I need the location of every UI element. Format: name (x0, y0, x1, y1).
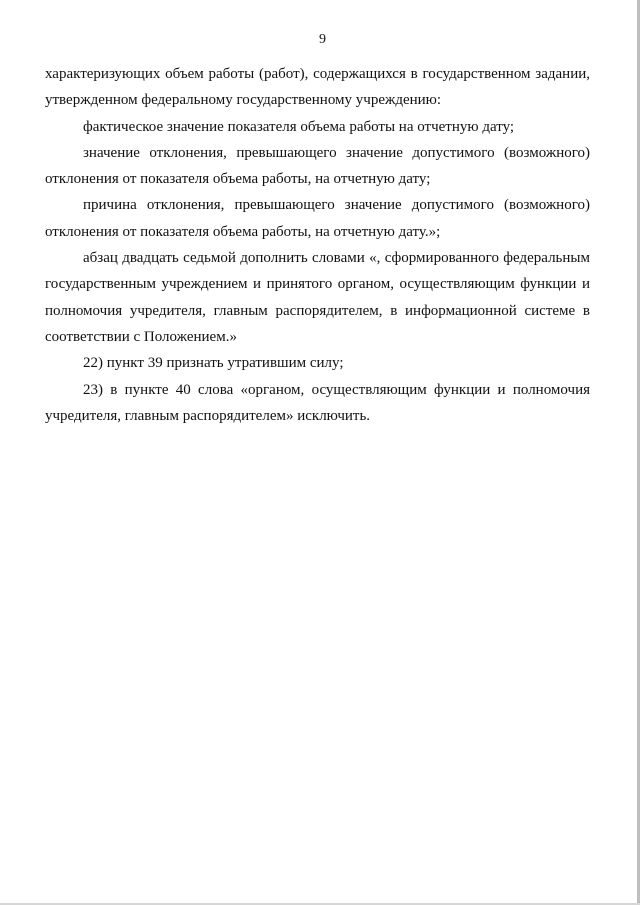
paragraph-amendment-27: абзац двадцать седьмой дополнить словами «, сформированного федеральным государственным учреждением и принятого органом, осуществляющим функции и полномочия учредителя, главным распорядителем, в информационной системе в соответствии с Положением.» (45, 250, 590, 345)
paragraph-deviation-value: значение отклонения, превышающего значение допустимого (возможного) отклонения от показателя объема работы, на отчетную дату; (45, 144, 590, 188)
paragraph-item-22: 22) пункт 39 признать утратившим силу; (83, 355, 344, 372)
document-page (45, 30, 590, 429)
paragraph-actual-value: фактическое значение показателя объема работы на отчетную дату; (83, 118, 515, 135)
paragraph-continuation: характеризующих объем работы (работ), содержащихся в государственном задании, утвержденном федеральному государственному учреждению: (45, 66, 590, 109)
paragraph-deviation-reason: причина отклонения, превышающего значение допустимого (возможного) отклонения от показателя объема работы, на отчетную дату.»; (45, 197, 590, 240)
page-number: 9 (319, 32, 326, 47)
paragraph-item-23: 23) в пункте 40 слова «органом, осуществляющим функции и полномочия учредителя, главным распорядителем» исключить. (45, 381, 590, 424)
